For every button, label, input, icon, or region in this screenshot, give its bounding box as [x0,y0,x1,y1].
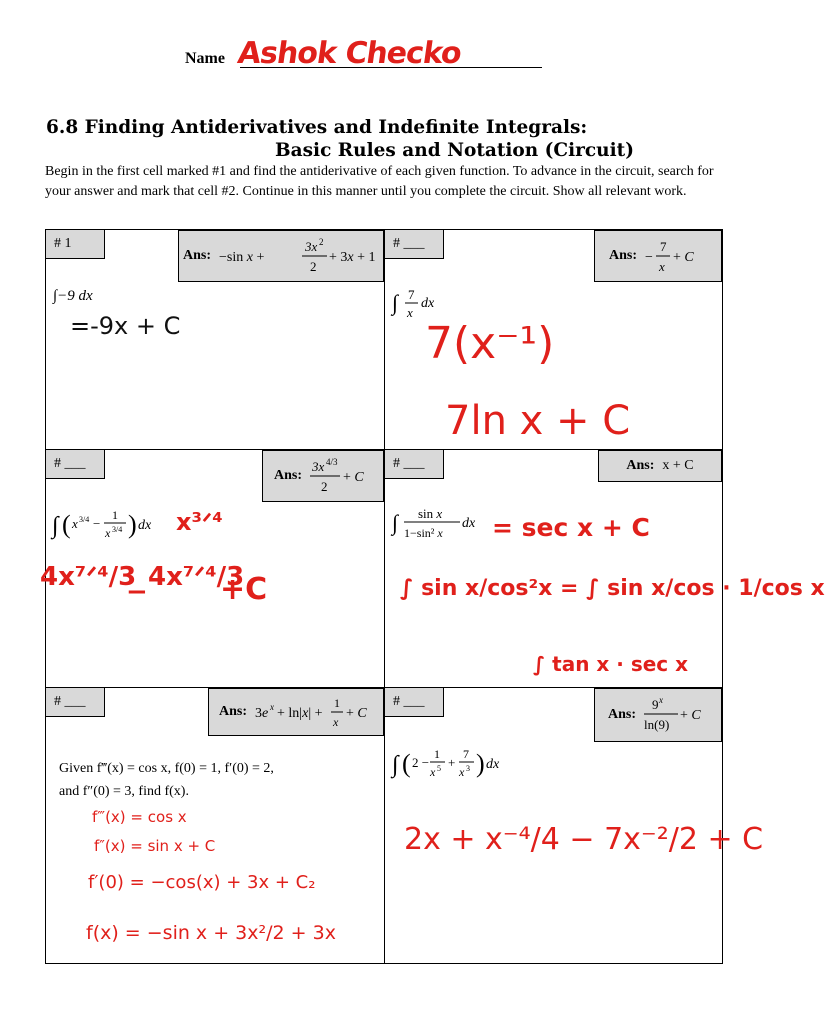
svg-text:2: 2 [321,479,328,494]
student-name-handwritten: Ashok Checko [235,36,464,71]
svg-text:dx: dx [421,296,435,311]
svg-text:x: x [430,765,436,779]
svg-text:+ C: + C [680,708,701,723]
cell-4-answer: x + C [662,458,694,473]
title-line-2: Basic Rules and Notation (Circuit) [275,140,634,161]
svg-text:x: x [407,305,413,320]
cell-5-work-step-3: f′(0) = −cos(x) + 3x + C₂ [88,872,316,893]
cell-6-problem [390,744,510,786]
svg-text:3/4: 3/4 [79,515,90,524]
cell-5-work-step-2: f″(x) = sin x + C [94,837,216,855]
cell-4-work-step-2: ∫ sin x/cos²x = ∫ sin x/cos · 1/cos x [400,576,825,601]
svg-text:): ) [128,510,137,539]
ans-label: Ans: [608,248,637,263]
title-line-1: 6.8 Finding Antiderivatives and Indefinite Integrals: [46,117,588,138]
svg-text:(: ( [62,510,71,539]
cell-6-answer [644,694,708,736]
cell-4-number: # ___ [393,456,425,471]
cell-4-number-box [384,449,444,479]
svg-text:+ C: + C [673,250,694,265]
cell-1-number-box [45,229,105,259]
cell-5-problem-line-1: Given f‴(x) = cos x, f(0) = 1, f′(0) = 2, [59,761,274,776]
svg-text:): ) [476,749,485,778]
cell-5-work-step-1: f‴(x) = cos x [92,808,187,826]
cell-6-number: # ___ [393,694,425,709]
svg-text:x: x [270,702,274,712]
svg-text:dx: dx [138,518,152,533]
cell-3-work-constant: +C [220,572,268,607]
svg-text:x: x [333,715,339,729]
svg-text:−sin x +: −sin x + [219,250,265,265]
svg-text:x: x [459,765,465,779]
svg-text:2: 2 [310,259,317,274]
cell-1-number: # 1 [54,236,72,251]
cell-5-answer-box [208,688,384,736]
cell-3-number-box [45,449,105,479]
cell-5-answer [255,692,373,732]
svg-text:1: 1 [434,747,440,761]
svg-text:+ C: + C [346,706,367,721]
cell-4-answer-box [598,450,722,482]
cell-3-work-minus: − [126,577,148,607]
cell-2-work-step-2: 7ln x + C [445,398,631,444]
grid-divider-vertical [384,229,385,964]
cell-5-work-step-4: f(x) = −sin x + 3x²/2 + 3x [86,922,336,944]
ans-label: Ans: [218,704,247,719]
svg-text:(: ( [402,749,411,778]
svg-text:∫: ∫ [392,510,399,535]
ans-label: Ans: [626,458,655,473]
svg-text:3e: 3e [255,706,269,721]
svg-text:9: 9 [652,697,659,712]
cell-6-number-box [384,687,444,717]
cell-1-answer-box [178,230,384,282]
cell-4-work-step-3: ∫ tan x · sec x [533,652,689,676]
svg-text:∫: ∫ [392,290,399,315]
cell-2-number-box [384,229,444,259]
cell-5-problem-line-2: and f″(0) = 3, find f(x). [59,784,189,799]
cell-4-problem [390,504,490,544]
cell-6-answer-box [594,688,722,742]
svg-text:7: 7 [660,239,667,254]
cell-1-work: =-9x + C [70,312,181,340]
cell-3-number: # ___ [54,456,86,471]
instructions: Begin in the first cell marked #1 and find the antiderivative of each given function. To advance in the circuit, search for your answer and mark that cell #2. Continue in this manner until you complete the circuit. Show all relevant work. [45,164,714,199]
svg-text:3/4: 3/4 [112,525,123,534]
svg-text:−: − [645,250,653,265]
svg-text:3: 3 [466,764,470,773]
svg-text:2 −: 2 − [412,755,430,770]
cell-2-number: # ___ [393,236,425,251]
svg-text:dx: dx [462,516,476,531]
svg-text:1−sin² x: 1−sin² x [404,526,443,540]
ans-label: Ans: [182,248,211,263]
svg-text:3x: 3x [312,459,325,474]
cell-3-answer [310,456,372,496]
svg-text:x: x [72,516,78,531]
cell-4-work-step-1: = sec x + C [492,513,650,542]
svg-text:dx: dx [486,757,500,772]
svg-text:3x: 3x [305,239,318,254]
cell-5-number-box [45,687,105,717]
cell-3-answer-box [262,450,384,502]
svg-text:+ ln|x| +: + ln|x| + [277,706,323,721]
ans-label: Ans: [273,468,302,483]
svg-text:∫: ∫ [392,752,399,778]
cell-5-number: # ___ [54,694,86,709]
svg-text:1: 1 [112,508,118,522]
svg-text:∫: ∫ [52,513,59,539]
svg-text:x: x [105,526,111,540]
svg-text:4/3: 4/3 [326,457,338,467]
svg-text:7: 7 [463,747,469,761]
cell-3-work-step-1: x³ᐟ⁴ [176,508,223,536]
cell-5-problem [59,757,274,803]
ans-label: Ans: [607,707,636,722]
cell-2-work-step-1: 7(x⁻¹) [425,318,555,369]
cell-3-problem [50,505,170,547]
cell-1-problem: ∫−9 dx [53,288,93,304]
svg-text:+: + [448,755,456,770]
svg-text:−: − [93,516,101,531]
cell-2-answer-box [594,230,722,282]
svg-text:+ C: + C [343,470,364,485]
cell-1-answer [219,236,379,276]
svg-text:sin x: sin x [418,506,443,521]
cell-3-work-term-2: 4x⁷ᐟ⁴/3 [148,562,245,592]
svg-text:2: 2 [319,237,324,247]
svg-text:+ 3x + 1: + 3x + 1 [329,250,376,265]
svg-text:1: 1 [334,696,340,710]
svg-text:ln(9): ln(9) [644,717,670,732]
name-label: Name [185,50,225,67]
svg-text:5: 5 [437,764,441,773]
cell-3-work-term-1: 4x⁷ᐟ⁴/3 [40,562,137,592]
svg-text:7: 7 [408,287,415,302]
cell-6-work: 2x + x⁻⁴/4 − 7x⁻²/2 + C [404,822,764,857]
svg-text:x: x [659,259,665,274]
svg-text:x: x [659,695,663,705]
cell-2-answer [645,236,707,276]
